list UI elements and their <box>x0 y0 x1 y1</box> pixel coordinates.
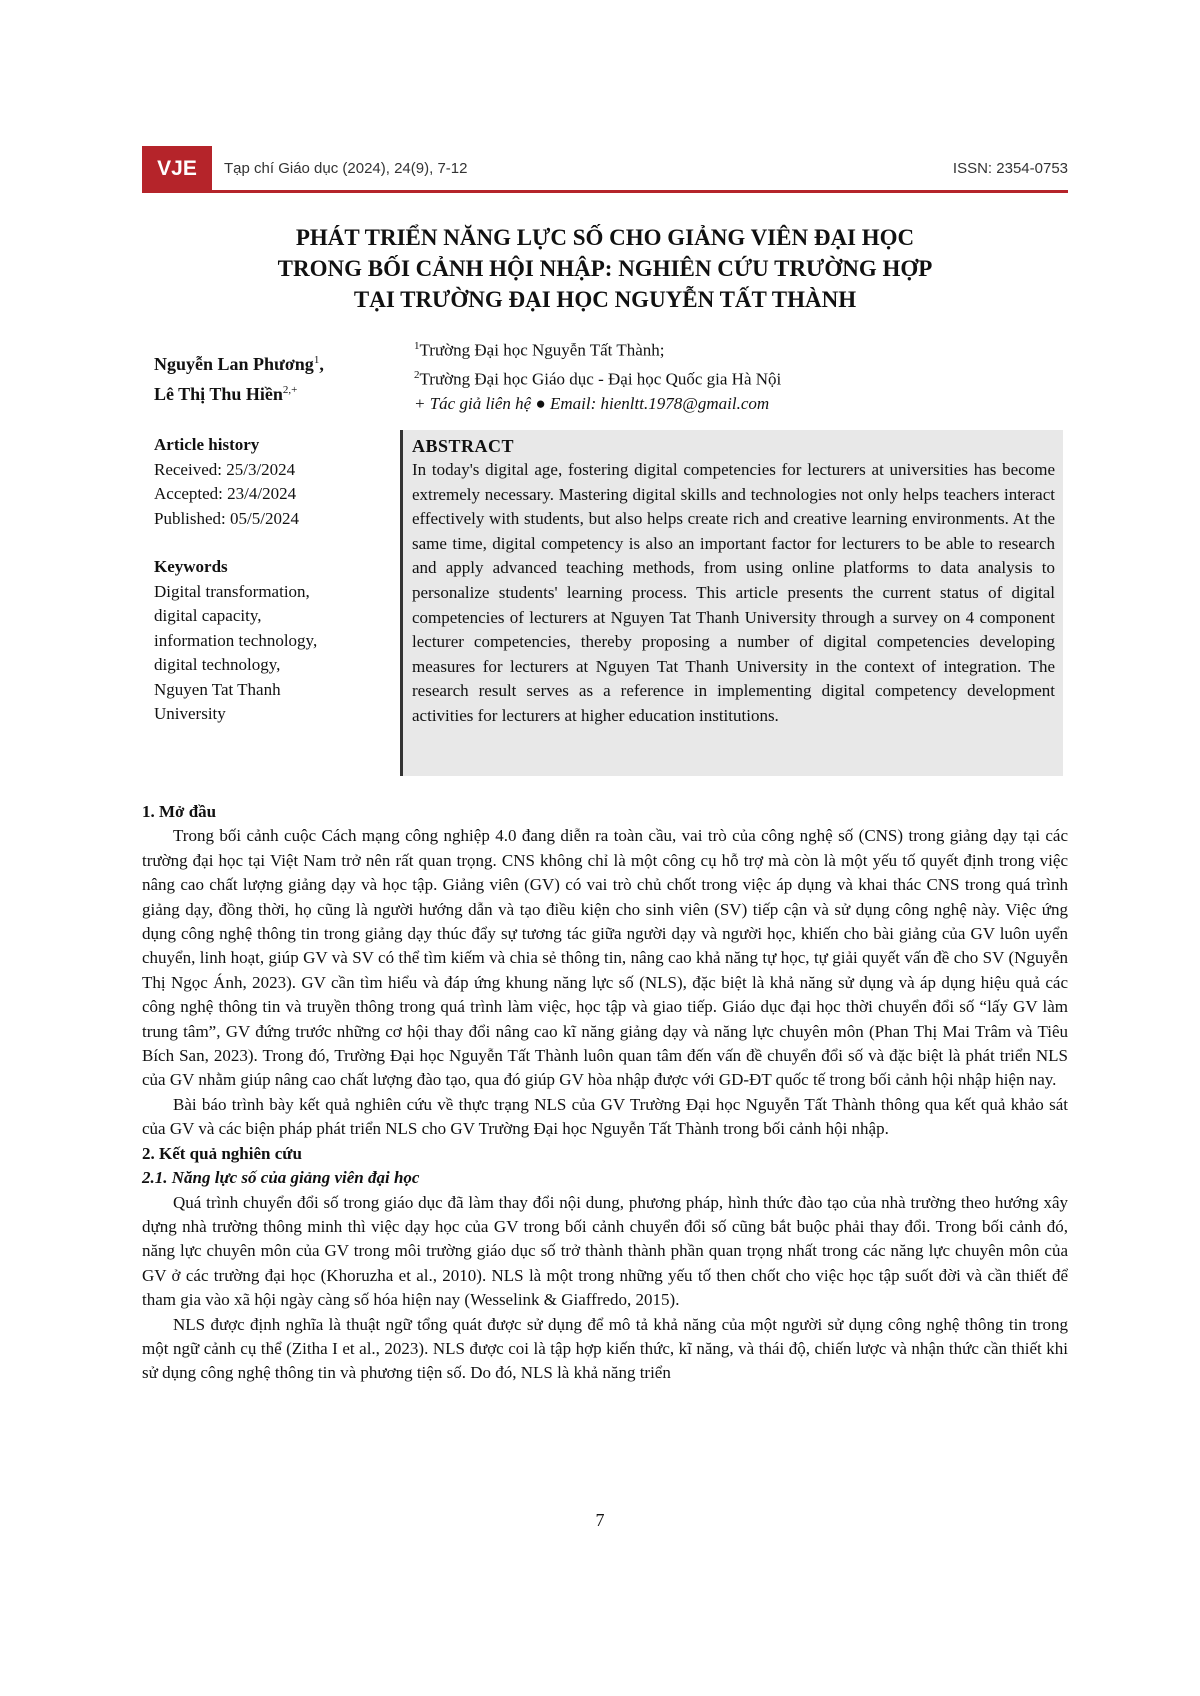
history-heading: Article history <box>154 435 260 454</box>
received-date: Received: 25/3/2024 <box>154 459 296 479</box>
article-body <box>142 800 1068 1386</box>
author-1-name: Nguyễn Lan Phương <box>154 354 314 374</box>
body-paragraph: NLS được định nghĩa là thuật ngữ tổng quát được sử dụng để mô tả khả năng của một người sử dụng công nghệ thông tin trong một ngữ cảnh cụ thể (Zitha I et al., 2023). NLS được coi là tập hợp kiến thức, kĩ năng, và thái độ, chiến lược và nhận thức cần thiết khi sử dụng công nghệ thông tin và phương tiện số. Do đó, NLS là khả năng triển <box>142 1314 1068 1383</box>
journal-badge: VJE <box>142 146 212 192</box>
section-heading-1: 1. Mở đầu <box>142 802 217 821</box>
corresponding-author: + Tác giả liên hệ ● Email: hienltt.1978@gmail.com <box>414 394 770 414</box>
keyword-item: University <box>154 704 226 723</box>
accepted-date: Accepted: 23/4/2024 <box>154 484 297 503</box>
title-line-3: TẠI TRƯỜNG ĐẠI HỌC NGUYỄN TẤT THÀNH <box>353 287 857 312</box>
published-date: Published: 05/5/2024 <box>154 508 299 528</box>
keyword-item: digital capacity, <box>154 606 262 625</box>
journal-header <box>142 146 1068 192</box>
author-2 <box>154 377 324 407</box>
affiliations <box>414 334 781 416</box>
affiliation-1-sup: 1 <box>414 340 420 352</box>
keyword-item: digital technology, <box>154 655 281 674</box>
abstract-heading: ABSTRACT <box>412 436 515 456</box>
abstract-box <box>403 430 1063 776</box>
page-number: 7 <box>595 1510 605 1530</box>
affiliation-1 <box>414 334 781 363</box>
body-paragraph: Trong bối cảnh cuộc Cách mạng công nghiệp 4.0 đang diễn ra toàn cầu, vai trò của công nghệ số (CNS) trong giảng dạy tại các trường đại học tại Việt Nam trở nên rất quan trọng. CNS không chỉ là một công cụ hỗ trợ mà còn là một yếu tố quyết định trong việc nâng cao chất lượng giảng dạy và học tập. Giảng viên (GV) có vai trò chủ chốt trong việc áp dụng và khai thác CNS trong quá trình giảng dạy, đồng thời, họ cũng là người hướng dẫn và tạo điều kiện cho sinh viên (SV) tiếp cận và sử dụng công nghệ này. Việc ứng dụng công nghệ thông tin trong giảng dạy thúc đẩy sự tương tác giữa người dạy và người học, khiến cho bài giảng của GV luôn uyển chuyển, linh hoạt, giúp GV và SV có thể tìm kiếm và chia sẻ thông tin, nâng cao khả năng tự học, tự giải quyết vấn đề cho SV (Nguyễn Thị Ngọc Ánh, 2023). GV cần tìm hiểu và đáp ứng khung năng lực số (NLS), đặc biệt là khả năng sử dụng và áp dụng hiệu quả các công nghệ thông tin và truyền thông trong quá trình làm việc, học tập và giao tiếp. Giáo dục đại học thời chuyển đổi số “lấy GV làm trung tâm”, GV đứng trước những cơ hội thay đổi nâng cao kĩ năng giảng dạy và năng lực chuyên môn (Phan Thị Mai Trâm và Tiêu Bích San, 2023). Trong đó, Trường Đại học Nguyễn Tất Thành luôn quan tâm đến vấn đề chuyển đổi số và đặc biệt là phát triển NLS của GV nhằm giúp nâng cao chất lượng đào tạo, qua đó giúp GV hòa nhập được với GD-ĐT quốc tế trong bối cảnh hội nhập hiện nay. <box>142 826 1068 1090</box>
subsection-heading-2-1: 2.1. Năng lực số của giảng viên đại học <box>142 1168 420 1188</box>
header-divider <box>142 190 1068 193</box>
affiliation-2-text: Trường Đại học Giáo dục - Đại học Quốc gia Hà Nội <box>419 369 782 389</box>
journal-citation: Tạp chí Giáo dục (2024), 24(9), 7-12 <box>224 160 468 177</box>
author-separator: , <box>319 354 324 374</box>
issn: ISSN: 2354-0753 <box>952 160 1068 177</box>
article-title <box>142 222 1068 315</box>
keyword-item: information technology, <box>154 630 318 650</box>
body-paragraph: Bài báo trình bày kết quả nghiên cứu về thực trạng NLS của GV Trường Đại học Nguyễn Tất Thành thông qua kết quả khảo sát của GV và các biện pháp phát triển NLS cho GV Trường Đại học Nguyễn Tất Thành trong bối cảnh hội nhập. <box>142 1094 1068 1139</box>
keywords-heading: Keywords <box>154 557 228 576</box>
keyword-item: Nguyen Tat Thanh <box>154 679 281 699</box>
section-heading-2: 2. Kết quả nghiên cứu <box>142 1143 302 1163</box>
article-info <box>154 433 384 727</box>
author-2-name: Lê Thị Thu Hiền <box>154 384 283 404</box>
author-list <box>154 347 324 407</box>
abstract-text: In today's digital age, fostering digital competencies for lecturers at universities has become extremely necessary. Mastering digital skills and technologies not only helps teachers interact effectively with students, but also helps create rich and creative learning environments. At the same time, digital competency is also an important factor for lecturers to be able to research and apply advanced teaching methods, from using online platforms to data analysis to personalize students' learning process. This article presents the current status of digital competencies of lecturers at Nguyen Tat Thanh University through a survey on 4 component lecturer competencies, thereby proposing a number of digital competencies developing measures for lecturers at Nguyen Tat Thanh University in the context of integration. The research result serves as a reference in implementing digital competency development activities for lecturers at higher education institutions. <box>412 460 1055 725</box>
affiliation-1-text: Trường Đại học Nguyễn Tất Thành; <box>419 340 665 360</box>
body-paragraph: Quá trình chuyển đổi số trong giáo dục đã làm thay đổi nội dung, phương pháp, hình thức đào tạo của nhà trường theo hướng xây dựng nhà trường thông minh thì việc dạy học của GV trong bối cảnh chuyển đổi số cũng bắt buộc phải thay đổi. Trong bối cảnh đó, năng lực chuyên môn của GV trong môi trường giáo dục số trở thành thành phần quan trọng nhất trong các năng lực chuyên môn của GV ở các trường đại học (Khoruzha et al., 2010). NLS là một trong những yếu tố then chốt cho việc học tập suốt đời và cần thiết để tham gia vào xã hội ngày càng số hóa hiện nay (Wesselink & Giaffredo, 2015). <box>142 1192 1068 1310</box>
affiliation-2 <box>414 363 781 392</box>
title-line-1: PHÁT TRIỂN NĂNG LỰC SỐ CHO GIẢNG VIÊN ĐẠI HỌC <box>295 225 915 250</box>
keyword-item: Digital transformation, <box>154 581 310 601</box>
author-2-sup: 2,+ <box>282 384 298 396</box>
affiliation-2-sup: 2 <box>414 368 420 381</box>
author-1 <box>154 347 324 377</box>
author-1-sup: 1 <box>313 354 320 366</box>
title-line-2: TRONG BỐI CẢNH HỘI NHẬP: NGHIÊN CỨU TRƯỜNG HỢP <box>277 256 933 281</box>
